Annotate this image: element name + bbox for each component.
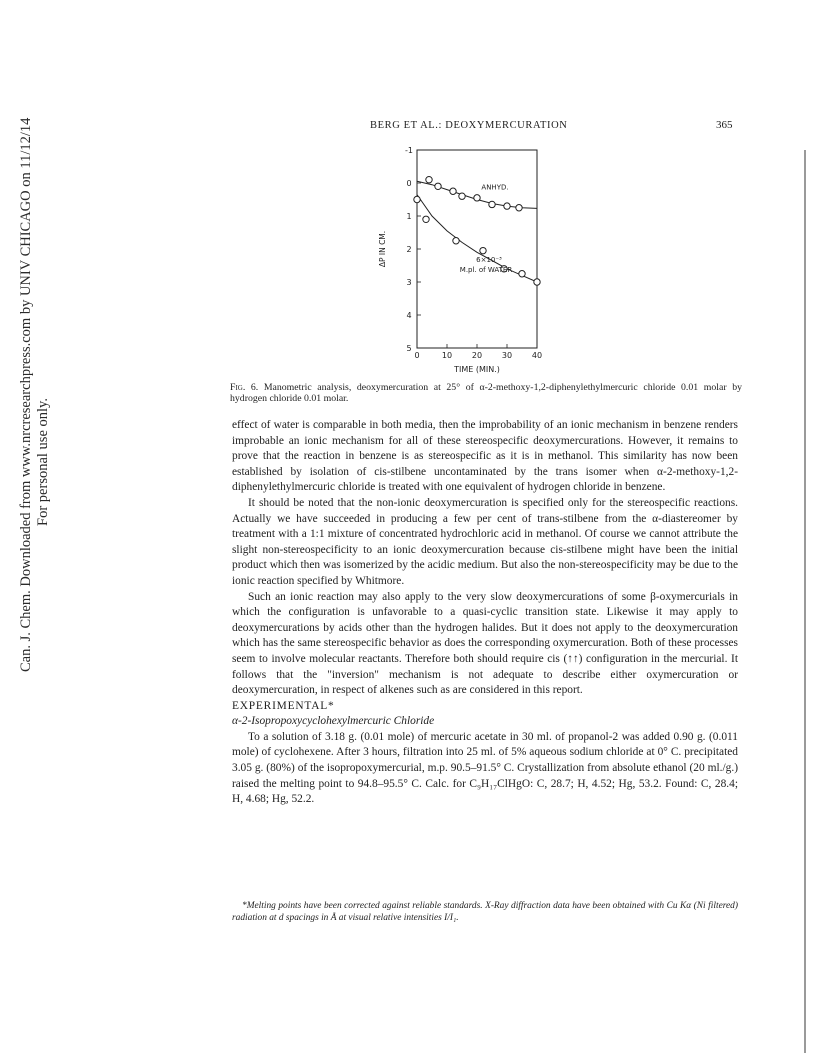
watermark-line-2: For personal use only. xyxy=(35,398,51,526)
anhydrous-point xyxy=(450,188,456,194)
figure-number: Fig. 6. xyxy=(230,382,259,393)
x-tick-label: 30 xyxy=(501,351,513,360)
paragraph-1: effect of water is comparable in both media, then the improbability of an ionic mechanism in benzene renders improbable an ionic mechanism for all of these stereospecific deoxymercurations. However, it remains to prove that the reaction in benzene is as stereospecific as it is in methanol. This similarity has now been established by isolation of cis-stilbene uncontaminated by the trans isomer when α-2-methoxy-1,2-diphenylethylmercuric chloride is treated with one equivalent of hydrogen chloride in benzene. xyxy=(232,419,738,494)
anhydrous-label: ANHYD. xyxy=(481,183,509,192)
x-tick-label: 20 xyxy=(471,351,483,360)
water-label-line-2: M.pl. of WATER xyxy=(459,266,513,275)
x-tick-label: 0 xyxy=(414,351,420,360)
water-label-line-1: 6×10⁻³ xyxy=(476,256,502,265)
page-number: 365 xyxy=(716,119,733,131)
manometric-chart xyxy=(360,138,560,378)
water-point xyxy=(423,216,429,222)
paragraph-3: Such an ionic reaction may also apply to the very slow deoxymercurations of some β-oxymercurials in which the configuration is unfavorable to a quasi-cyclic transition state. Likewise it may apply to deoxymercurations by acids other than the hydrogen halides. But it does not apply to the deoxymercuration which has the same stereospecific behavior as does the corresponding oxymercuration. Both of these processes seem to involve molecular reactants. Therefore both should require cis (↑↑) configuration in the mercurial. It follows that the "inversion" mechanism is not adequate to describe either oxymercuration or deoxymercuration, in respect of alkenes such as are considered in this report. xyxy=(232,590,738,697)
y-tick-label: 3 xyxy=(406,278,412,287)
anhydrous-point xyxy=(474,195,480,201)
water-point xyxy=(414,196,420,202)
anhydrous-point xyxy=(426,177,432,183)
anhydrous-point xyxy=(435,183,441,189)
y-tick-label: 2 xyxy=(406,245,412,254)
margin-rule xyxy=(804,150,806,1053)
body-text xyxy=(232,418,738,808)
anhydrous-point xyxy=(516,205,522,211)
running-head: BERG ET AL.: DEOXYMERCURATION xyxy=(370,120,568,131)
anhydrous-point xyxy=(459,193,465,199)
water-point xyxy=(480,247,486,253)
anhydrous-point xyxy=(504,203,510,209)
plot-frame xyxy=(417,150,537,348)
water-point xyxy=(534,279,540,285)
x-tick-label: 10 xyxy=(441,351,453,360)
y-tick-label: 0 xyxy=(406,179,412,188)
footnote: *Melting points have been corrected against reliable standards. X-Ray diffraction data have been obtained with Cu Kα (Ni filtered) radiation at d spacings in Å at visual relative intensities I/I₁. xyxy=(232,901,738,923)
anhydrous-point xyxy=(489,201,495,207)
y-tick-label: 4 xyxy=(406,311,412,320)
section-heading-experimental: EXPERIMENTAL* xyxy=(232,699,335,712)
watermark-line-1: Can. J. Chem. Downloaded from www.nrcresearchpress.com by UNIV CHICAGO on 11/12/14 xyxy=(18,117,34,672)
water-point xyxy=(519,271,525,277)
water-point xyxy=(453,238,459,244)
figure-6 xyxy=(360,138,560,378)
paragraph-4: To a solution of 3.18 g. (0.01 mole) of mercuric acetate in 30 ml. of propanol-2 was added 0.90 g. (0.011 mole) of cyclohexene. After 3 hours, filtration into 25 ml. of 5% aqueous sodium chloride at 0° C. precipitated 3.05 g. (80%) of the isopropoxymercurial, m.p. 90.5–91.5° C. Crystallization from absolute ethanol (20 ml./g.) raised the melting point to 94.8–95.5° C. Calc. for C₉H₁₇ClHgO: C, 28.7; H, 4.52; Hg, 53.2. Found: C, 28.4; H, 4.68; Hg, 52.2. xyxy=(232,730,738,806)
y-tick-label: 1 xyxy=(406,212,412,221)
caption-text: Manometric analysis, deoxymercuration at 25° of α-2-methoxy-1,2-diphenylethylmercuric chloride 0.01 molar by hydrogen chloride 0.01 molar. xyxy=(230,382,742,404)
paragraph-2: It should be noted that the non-ionic deoxymercuration is specified only for the stereospecific reactions. Actually we have succeeded in producing a few per cent of trans-stilbene from the α-diastereomer by treatment with a 1:1 mixture of concentrated hydrochloric acid in methanol. Of course we cannot attribute the slight non-stereospecificity to an ionic deoxymercuration because cis-stilbene might have been the initial product which then was isomerized by the acidic medium. But also the non-stereospecificity may be due to the ionic reaction specified by Whitmore. xyxy=(232,496,738,587)
download-watermark xyxy=(18,117,52,672)
y-axis-label: ΔP IN CM. xyxy=(378,230,387,268)
x-tick-label: 40 xyxy=(531,351,543,360)
x-axis-label: TIME (MIN.) xyxy=(454,365,500,374)
figure-caption xyxy=(230,382,742,404)
y-tick-label: -1 xyxy=(405,146,413,155)
y-tick-label: 5 xyxy=(406,344,412,353)
compound-subheading: α-2-Isopropoxycyclohexylmercuric Chloride xyxy=(232,715,435,728)
